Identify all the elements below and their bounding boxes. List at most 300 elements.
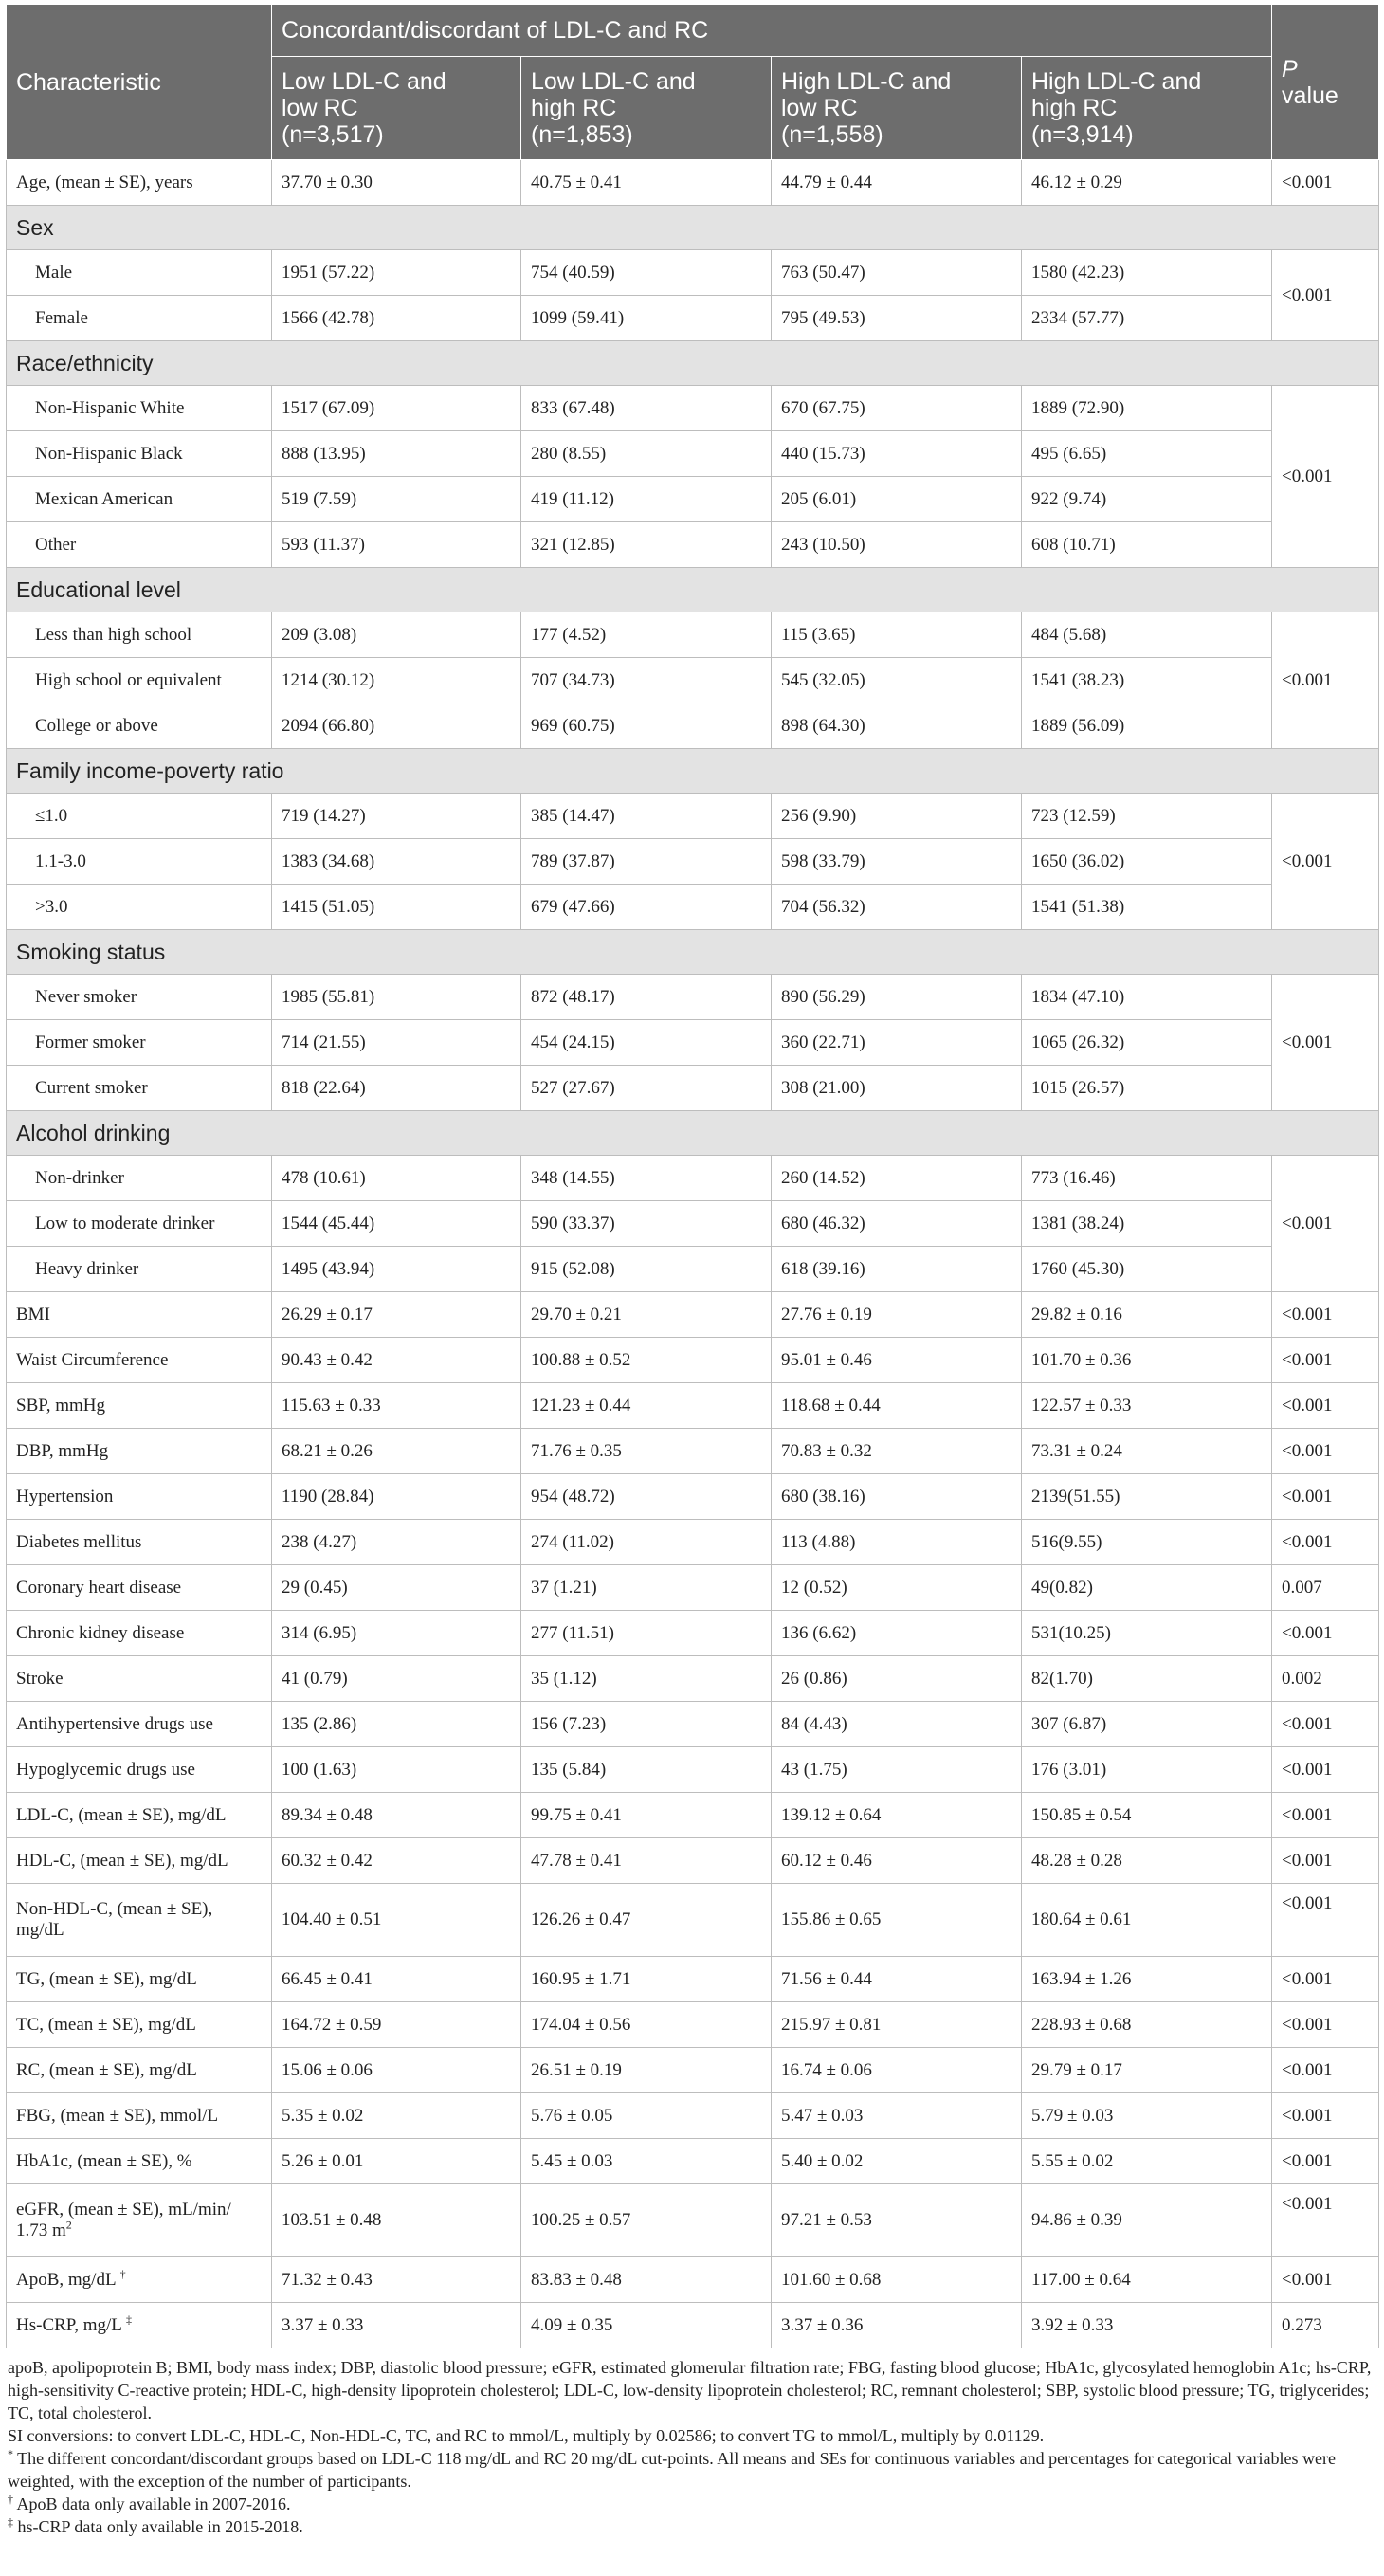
cell: 205 (6.01) — [772, 477, 1022, 522]
table-footnotes — [6, 2356, 1376, 2538]
cell: 97.21 ± 0.53 — [772, 2184, 1022, 2257]
cell: 41 (0.79) — [272, 1656, 521, 1702]
cell: 4.09 ± 0.35 — [521, 2303, 772, 2348]
p-cell: <0.001 — [1272, 1520, 1379, 1565]
cell: 40.75 ± 0.41 — [521, 160, 772, 206]
p-cell: <0.001 — [1272, 386, 1379, 568]
cell: 68.21 ± 0.26 — [272, 1429, 521, 1474]
row-label: Other — [7, 522, 272, 568]
row-label: Female — [7, 296, 272, 341]
table-row — [7, 658, 1379, 703]
cell: 121.23 ± 0.44 — [521, 1383, 772, 1429]
p-cell: <0.001 — [1272, 1292, 1379, 1338]
p-cell: <0.001 — [1272, 1747, 1379, 1793]
cell: 99.75 ± 0.41 — [521, 1793, 772, 1838]
p-cell: <0.001 — [1272, 975, 1379, 1111]
star-note: * The different concordant/discordant groups based on LDL-C 118 mg/dL and RC 20 mg/dL cut-points. All means and SEs for continuous variables and percentages for categorical variables were weighted, with the exception of the number of participants. — [8, 2447, 1336, 2491]
table-row — [7, 2093, 1379, 2139]
cell: 44.79 ± 0.44 — [772, 160, 1022, 206]
p-cell: <0.001 — [1272, 1838, 1379, 1884]
table-row — [7, 2002, 1379, 2048]
cell: 969 (60.75) — [521, 703, 772, 749]
cell: 95.01 ± 0.46 — [772, 1338, 1022, 1383]
cell: 3.37 ± 0.33 — [272, 2303, 521, 2348]
table-row — [7, 1066, 1379, 1111]
cell: 5.26 ± 0.01 — [272, 2139, 521, 2184]
cell: 60.12 ± 0.46 — [772, 1838, 1022, 1884]
row-label: Age, (mean ± SE), years — [7, 160, 272, 206]
cell: 83.83 ± 0.48 — [521, 2257, 772, 2303]
cell: 150.85 ± 0.54 — [1022, 1793, 1272, 1838]
cell: 47.78 ± 0.41 — [521, 1838, 772, 1884]
row-label: ≤1.0 — [7, 794, 272, 839]
table-row — [7, 1565, 1379, 1611]
header-group-1: Low LDL-C and low RC (n=3,517) — [272, 57, 521, 160]
cell: 139.12 ± 0.64 — [772, 1793, 1022, 1838]
cell: 1214 (30.12) — [272, 658, 521, 703]
row-label: Hypoglycemic drugs use — [7, 1747, 272, 1793]
table-row — [7, 2139, 1379, 2184]
table-row — [7, 1884, 1379, 1957]
table-row — [7, 250, 1379, 296]
cell: 26 (0.86) — [772, 1656, 1022, 1702]
row-label: Low to moderate drinker — [7, 1201, 272, 1247]
cell: 29.79 ± 0.17 — [1022, 2048, 1272, 2093]
cell: 101.60 ± 0.68 — [772, 2257, 1022, 2303]
cell: 519 (7.59) — [272, 477, 521, 522]
cell: 2139(51.55) — [1022, 1474, 1272, 1520]
cell: 135 (5.84) — [521, 1747, 772, 1793]
header-group-4: High LDL-C and high RC (n=3,914) — [1022, 57, 1272, 160]
cell: 29 (0.45) — [272, 1565, 521, 1611]
header-p-value — [1272, 5, 1379, 160]
section-title: Sex — [7, 206, 1379, 250]
p-cell: <0.001 — [1272, 2093, 1379, 2139]
header-group-title: Concordant/discordant of LDL-C and RC — [272, 5, 1272, 57]
section-row — [7, 749, 1379, 794]
cell: 27.76 ± 0.19 — [772, 1292, 1022, 1338]
row-label: BMI — [7, 1292, 272, 1338]
p-cell: <0.001 — [1272, 1429, 1379, 1474]
cell: 71.56 ± 0.44 — [772, 1957, 1022, 2002]
cell: 5.45 ± 0.03 — [521, 2139, 772, 2184]
section-row — [7, 1111, 1379, 1156]
cell: 1650 (36.02) — [1022, 839, 1272, 885]
p-cell: <0.001 — [1272, 2048, 1379, 2093]
table-row — [7, 160, 1379, 206]
section-title: Family income-poverty ratio — [7, 749, 1379, 794]
cell: 321 (12.85) — [521, 522, 772, 568]
cell: 29.82 ± 0.16 — [1022, 1292, 1272, 1338]
cell: 66.45 ± 0.41 — [272, 1957, 521, 2002]
cell: 43 (1.75) — [772, 1747, 1022, 1793]
cell: 704 (56.32) — [772, 885, 1022, 930]
cell: 180.64 ± 0.61 — [1022, 1884, 1272, 1957]
row-label: HbA1c, (mean ± SE), % — [7, 2139, 272, 2184]
cell: 71.76 ± 0.35 — [521, 1429, 772, 1474]
cell: 256 (9.90) — [772, 794, 1022, 839]
cell: 46.12 ± 0.29 — [1022, 160, 1272, 206]
cell: 527 (27.67) — [521, 1066, 772, 1111]
cell: 5.79 ± 0.03 — [1022, 2093, 1272, 2139]
cell: 1383 (34.68) — [272, 839, 521, 885]
table-row — [7, 1338, 1379, 1383]
row-label: Non-Hispanic Black — [7, 431, 272, 477]
row-label: Male — [7, 250, 272, 296]
row-label: Waist Circumference — [7, 1338, 272, 1383]
header-group-3: High LDL-C and low RC (n=1,558) — [772, 57, 1022, 160]
table-row — [7, 794, 1379, 839]
row-label: High school or equivalent — [7, 658, 272, 703]
table-row — [7, 1474, 1379, 1520]
cell: 1190 (28.84) — [272, 1474, 521, 1520]
cell: 1099 (59.41) — [521, 296, 772, 341]
table-row — [7, 2303, 1379, 2348]
table-row — [7, 1957, 1379, 2002]
cell: 593 (11.37) — [272, 522, 521, 568]
cell: 260 (14.52) — [772, 1156, 1022, 1201]
ddagger-note: ‡ hs-CRP data only available in 2015-2018. — [8, 2515, 303, 2536]
table-row — [7, 885, 1379, 930]
table-header — [7, 5, 1379, 160]
cell: 280 (8.55) — [521, 431, 772, 477]
cell: 385 (14.47) — [521, 794, 772, 839]
cell: 5.55 ± 0.02 — [1022, 2139, 1272, 2184]
cell: 215.97 ± 0.81 — [772, 2002, 1022, 2048]
cell: 795 (49.53) — [772, 296, 1022, 341]
row-label: FBG, (mean ± SE), mmol/L — [7, 2093, 272, 2139]
cell: 348 (14.55) — [521, 1156, 772, 1201]
p-cell: <0.001 — [1272, 1884, 1379, 1957]
row-label: Diabetes mellitus — [7, 1520, 272, 1565]
row-label: Antihypertensive drugs use — [7, 1702, 272, 1747]
cell: 174.04 ± 0.56 — [521, 2002, 772, 2048]
p-cell: <0.001 — [1272, 1338, 1379, 1383]
cell: 73.31 ± 0.24 — [1022, 1429, 1272, 1474]
cell: 1834 (47.10) — [1022, 975, 1272, 1020]
cell: 164.72 ± 0.59 — [272, 2002, 521, 2048]
row-label: ApoB, mg/dL † — [7, 2257, 272, 2303]
p-cell: <0.001 — [1272, 2184, 1379, 2257]
cell: 101.70 ± 0.36 — [1022, 1338, 1272, 1383]
cell: 5.40 ± 0.02 — [772, 2139, 1022, 2184]
cell: 1889 (72.90) — [1022, 386, 1272, 431]
cell: 833 (67.48) — [521, 386, 772, 431]
table-page — [6, 4, 1378, 2538]
section-row — [7, 341, 1379, 386]
cell: 100.88 ± 0.52 — [521, 1338, 772, 1383]
table-row — [7, 612, 1379, 658]
cell: 103.51 ± 0.48 — [272, 2184, 521, 2257]
p-rest: value — [1282, 82, 1338, 109]
cell: 49(0.82) — [1022, 1565, 1272, 1611]
si-note: SI conversions: to convert LDL-C, HDL-C, Non-HDL-C, TC, and RC to mmol/L, multiply by 0.02586; to convert TG to mmol/L, multiply by 0.01129. — [8, 2426, 1045, 2445]
p-cell: 0.273 — [1272, 2303, 1379, 2348]
row-label: Heavy drinker — [7, 1247, 272, 1292]
table-row — [7, 296, 1379, 341]
cell: 818 (22.64) — [272, 1066, 521, 1111]
cell: 419 (11.12) — [521, 477, 772, 522]
cell: 954 (48.72) — [521, 1474, 772, 1520]
cell: 1517 (67.09) — [272, 386, 521, 431]
cell: 5.76 ± 0.05 — [521, 2093, 772, 2139]
cell: 680 (38.16) — [772, 1474, 1022, 1520]
cell: 5.47 ± 0.03 — [772, 2093, 1022, 2139]
table-row — [7, 2184, 1379, 2257]
cell: 26.29 ± 0.17 — [272, 1292, 521, 1338]
section-row — [7, 930, 1379, 975]
row-label: Non-drinker — [7, 1156, 272, 1201]
p-cell: <0.001 — [1272, 2002, 1379, 2048]
row-label: Stroke — [7, 1656, 272, 1702]
cell: 89.34 ± 0.48 — [272, 1793, 521, 1838]
cell: 1541 (38.23) — [1022, 658, 1272, 703]
cell: 60.32 ± 0.42 — [272, 1838, 521, 1884]
cell: 1889 (56.09) — [1022, 703, 1272, 749]
cell: 163.94 ± 1.26 — [1022, 1957, 1272, 2002]
cell: 37.70 ± 0.30 — [272, 160, 521, 206]
cell: 176 (3.01) — [1022, 1747, 1272, 1793]
table-row — [7, 1201, 1379, 1247]
row-label: LDL-C, (mean ± SE), mg/dL — [7, 1793, 272, 1838]
cell: 100 (1.63) — [272, 1747, 521, 1793]
cell: 590 (33.37) — [521, 1201, 772, 1247]
row-label: Coronary heart disease — [7, 1565, 272, 1611]
table-row — [7, 2048, 1379, 2093]
cell: 155.86 ± 0.65 — [772, 1884, 1022, 1957]
row-label: Non-Hispanic White — [7, 386, 272, 431]
dagger-note: † ApoB data only available in 2007-2016. — [8, 2493, 291, 2513]
cell: 545 (32.05) — [772, 658, 1022, 703]
cell: 531(10.25) — [1022, 1611, 1272, 1656]
row-label: TC, (mean ± SE), mg/dL — [7, 2002, 272, 2048]
table-row — [7, 975, 1379, 1020]
cell: 670 (67.75) — [772, 386, 1022, 431]
cell: 115.63 ± 0.33 — [272, 1383, 521, 1429]
cell: 773 (16.46) — [1022, 1156, 1272, 1201]
cell: 1495 (43.94) — [272, 1247, 521, 1292]
row-label: Mexican American — [7, 477, 272, 522]
table-row — [7, 1611, 1379, 1656]
cell: 680 (46.32) — [772, 1201, 1022, 1247]
row-label: Hs-CRP, mg/L ‡ — [7, 2303, 272, 2348]
table-row — [7, 1247, 1379, 1292]
p-cell: <0.001 — [1272, 794, 1379, 930]
table-row — [7, 703, 1379, 749]
cell: 277 (11.51) — [521, 1611, 772, 1656]
cell: 608 (10.71) — [1022, 522, 1272, 568]
table-body — [7, 160, 1379, 2348]
cell: 94.86 ± 0.39 — [1022, 2184, 1272, 2257]
cell: 71.32 ± 0.43 — [272, 2257, 521, 2303]
cell: 1760 (45.30) — [1022, 1247, 1272, 1292]
cell: 679 (47.66) — [521, 885, 772, 930]
row-label: Chronic kidney disease — [7, 1611, 272, 1656]
row-label: Former smoker — [7, 1020, 272, 1066]
table-row — [7, 2257, 1379, 2303]
row-label: HDL-C, (mean ± SE), mg/dL — [7, 1838, 272, 1884]
row-label: Never smoker — [7, 975, 272, 1020]
cell: 308 (21.00) — [772, 1066, 1022, 1111]
table-row — [7, 1020, 1379, 1066]
cell: 238 (4.27) — [272, 1520, 521, 1565]
table-row — [7, 1156, 1379, 1201]
row-label: College or above — [7, 703, 272, 749]
cell: 117.00 ± 0.64 — [1022, 2257, 1272, 2303]
cell: 274 (11.02) — [521, 1520, 772, 1565]
cell: 763 (50.47) — [772, 250, 1022, 296]
row-label: eGFR, (mean ± SE), mL/min/ 1.73 $m^2$ — [7, 2184, 272, 2257]
table-row — [7, 1793, 1379, 1838]
table-row — [7, 1656, 1379, 1702]
section-title: Smoking status — [7, 930, 1379, 975]
row-label: DBP, mmHg — [7, 1429, 272, 1474]
table-row — [7, 1383, 1379, 1429]
row-label: Non-HDL-C, (mean ± SE), mg/dL — [7, 1884, 272, 1957]
p-cell: <0.001 — [1272, 2257, 1379, 2303]
cell: 440 (15.73) — [772, 431, 1022, 477]
cell: 37 (1.21) — [521, 1565, 772, 1611]
cell: 618 (39.16) — [772, 1247, 1022, 1292]
table-row — [7, 522, 1379, 568]
cell: 70.83 ± 0.32 — [772, 1429, 1022, 1474]
cell: 90.43 ± 0.42 — [272, 1338, 521, 1383]
row-label: Current smoker — [7, 1066, 272, 1111]
cell: 160.95 ± 1.71 — [521, 1957, 772, 2002]
cell: 2334 (57.77) — [1022, 296, 1272, 341]
cell: 1951 (57.22) — [272, 250, 521, 296]
cell: 1381 (38.24) — [1022, 1201, 1272, 1247]
p-cell: <0.001 — [1272, 1957, 1379, 2002]
table-row — [7, 1838, 1379, 1884]
cell: 228.93 ± 0.68 — [1022, 2002, 1272, 2048]
p-cell: <0.001 — [1272, 2139, 1379, 2184]
cell: 5.35 ± 0.02 — [272, 2093, 521, 2139]
cell: 890 (56.29) — [772, 975, 1022, 1020]
cell: 26.51 ± 0.19 — [521, 2048, 772, 2093]
p-cell: <0.001 — [1272, 1383, 1379, 1429]
cell: 915 (52.08) — [521, 1247, 772, 1292]
section-title: Educational level — [7, 568, 1379, 612]
p-cell: <0.001 — [1272, 1793, 1379, 1838]
cell: 12 (0.52) — [772, 1565, 1022, 1611]
section-row — [7, 568, 1379, 612]
row-label: Less than high school — [7, 612, 272, 658]
cell: 84 (4.43) — [772, 1702, 1022, 1747]
p-cell: 0.002 — [1272, 1656, 1379, 1702]
cell: 1065 (26.32) — [1022, 1020, 1272, 1066]
cell: 2094 (66.80) — [272, 703, 521, 749]
cell: 115 (3.65) — [772, 612, 1022, 658]
row-label: >3.0 — [7, 885, 272, 930]
cell: 82(1.70) — [1022, 1656, 1272, 1702]
cell: 126.26 ± 0.47 — [521, 1884, 772, 1957]
cell: 209 (3.08) — [272, 612, 521, 658]
cell: 118.68 ± 0.44 — [772, 1383, 1022, 1429]
section-title: Alcohol drinking — [7, 1111, 1379, 1156]
table-row — [7, 1520, 1379, 1565]
cell: 29.70 ± 0.21 — [521, 1292, 772, 1338]
p-cell: <0.001 — [1272, 160, 1379, 206]
cell: 307 (6.87) — [1022, 1702, 1272, 1747]
cell: 136 (6.62) — [772, 1611, 1022, 1656]
cell: 113 (4.88) — [772, 1520, 1022, 1565]
cell: 495 (6.65) — [1022, 431, 1272, 477]
p-cell: <0.001 — [1272, 1474, 1379, 1520]
section-title: Race/ethnicity — [7, 341, 1379, 386]
cell: 122.57 ± 0.33 — [1022, 1383, 1272, 1429]
p-cell: <0.001 — [1272, 612, 1379, 749]
table-row — [7, 431, 1379, 477]
cell: 1985 (55.81) — [272, 975, 521, 1020]
cell: 48.28 ± 0.28 — [1022, 1838, 1272, 1884]
row-label: 1.1-3.0 — [7, 839, 272, 885]
p-cell: <0.001 — [1272, 1702, 1379, 1747]
cell: 16.74 ± 0.06 — [772, 2048, 1022, 2093]
cell: 714 (21.55) — [272, 1020, 521, 1066]
table-row — [7, 1747, 1379, 1793]
header-characteristic: Characteristic — [7, 5, 272, 160]
cell: 135 (2.86) — [272, 1702, 521, 1747]
header-group-2: Low LDL-C and high RC (n=1,853) — [521, 57, 772, 160]
cell: 3.92 ± 0.33 — [1022, 2303, 1272, 2348]
table-row — [7, 1702, 1379, 1747]
cell: 516(9.55) — [1022, 1520, 1272, 1565]
cell: 35 (1.12) — [521, 1656, 772, 1702]
cell: 754 (40.59) — [521, 250, 772, 296]
cell: 360 (22.71) — [772, 1020, 1022, 1066]
characteristics-table — [6, 4, 1379, 2348]
cell: 314 (6.95) — [272, 1611, 521, 1656]
cell: 1015 (26.57) — [1022, 1066, 1272, 1111]
p-cell: 0.007 — [1272, 1565, 1379, 1611]
p-cell: <0.001 — [1272, 250, 1379, 341]
cell: 1580 (42.23) — [1022, 250, 1272, 296]
cell: 1544 (45.44) — [272, 1201, 521, 1247]
cell: 177 (4.52) — [521, 612, 772, 658]
cell: 789 (37.87) — [521, 839, 772, 885]
row-label: TG, (mean ± SE), mg/dL — [7, 1957, 272, 2002]
row-label: Hypertension — [7, 1474, 272, 1520]
table-row — [7, 839, 1379, 885]
cell: 478 (10.61) — [272, 1156, 521, 1201]
cell: 872 (48.17) — [521, 975, 772, 1020]
table-row — [7, 386, 1379, 431]
table-row — [7, 477, 1379, 522]
row-label: SBP, mmHg — [7, 1383, 272, 1429]
cell: 723 (12.59) — [1022, 794, 1272, 839]
p-cell: <0.001 — [1272, 1611, 1379, 1656]
p-italic: P — [1282, 55, 1298, 82]
cell: 3.37 ± 0.36 — [772, 2303, 1022, 2348]
cell: 454 (24.15) — [521, 1020, 772, 1066]
table-row — [7, 1292, 1379, 1338]
row-label: RC, (mean ± SE), mg/dL — [7, 2048, 272, 2093]
cell: 719 (14.27) — [272, 794, 521, 839]
cell: 15.06 ± 0.06 — [272, 2048, 521, 2093]
cell: 898 (64.30) — [772, 703, 1022, 749]
cell: 104.40 ± 0.51 — [272, 1884, 521, 1957]
cell: 1415 (51.05) — [272, 885, 521, 930]
cell: 484 (5.68) — [1022, 612, 1272, 658]
cell: 598 (33.79) — [772, 839, 1022, 885]
cell: 156 (7.23) — [521, 1702, 772, 1747]
cell: 1566 (42.78) — [272, 296, 521, 341]
cell: 1541 (51.38) — [1022, 885, 1272, 930]
table-row — [7, 1429, 1379, 1474]
cell: 922 (9.74) — [1022, 477, 1272, 522]
cell: 100.25 ± 0.57 — [521, 2184, 772, 2257]
